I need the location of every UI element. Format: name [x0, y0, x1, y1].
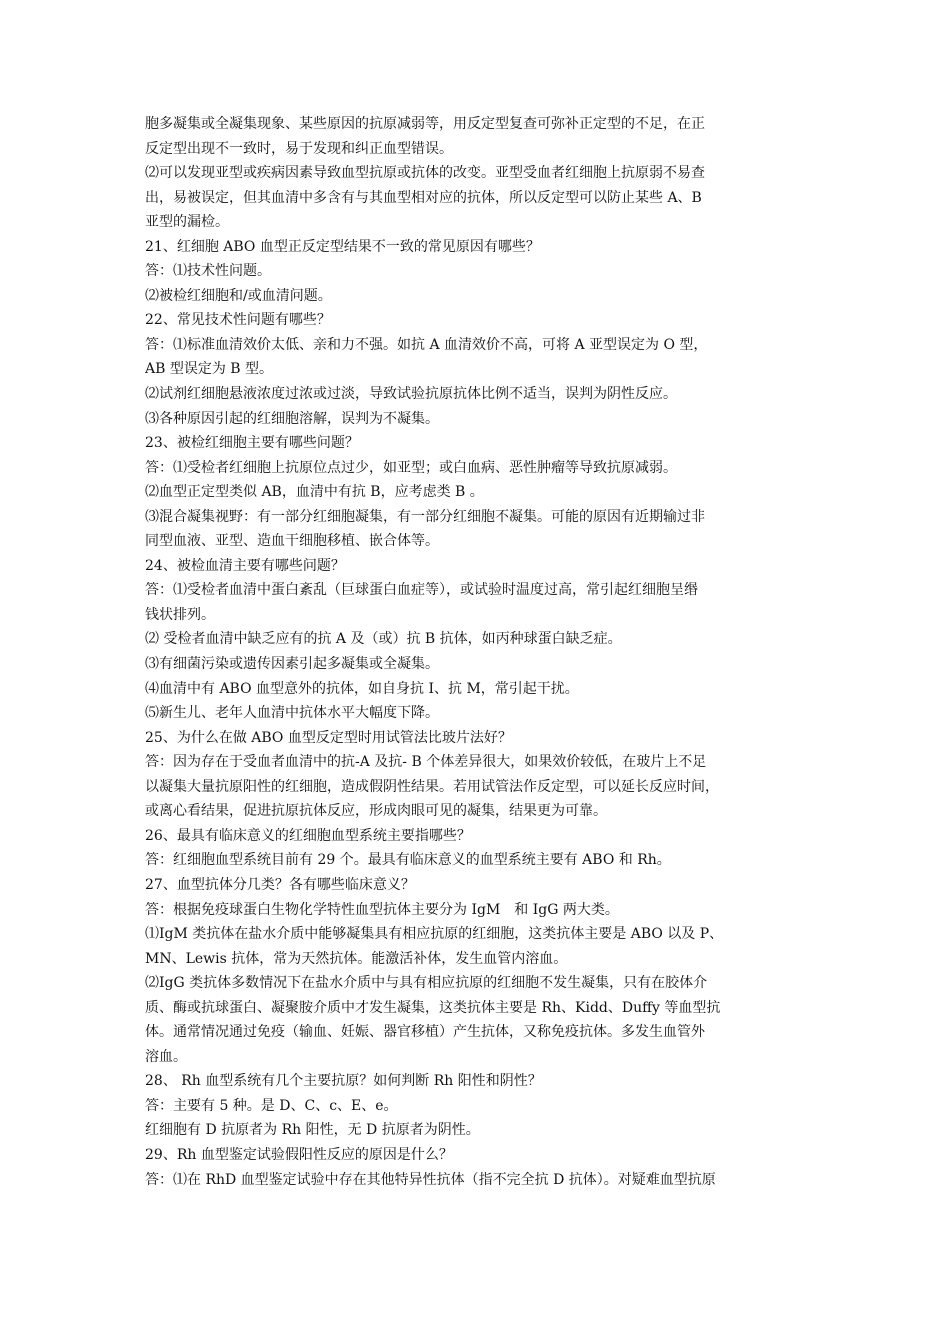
text-line: ⑵IgG 类抗体多数情况下在盐水介质中与具有相应抗原的红细胞不发生凝集，只有在胶体介 — [145, 975, 708, 992]
question-heading: 28、 Rh 血型系统有几个主要抗原？如何判断 Rh 阳性和阴性？ — [145, 1073, 542, 1090]
text-line: ⑵血型正定型类似 AB，血清中有抗 B，应考虑类 B 。 — [145, 484, 484, 501]
question-heading: 25、为什么在做 ABO 血型反定型时用试管法比玻片法好？ — [145, 729, 512, 746]
question-heading: 27、血型抗体分几类？各有哪些临床意义？ — [145, 876, 415, 893]
text-line: 以凝集大量抗原阳性的红细胞，造成假阴性结果。若用试管法作反定型，可以延长反应时间， — [145, 778, 719, 795]
text-line: 答：主要有 5 种。是 D、C、c、E、e。 — [145, 1097, 398, 1114]
text-line: MN、Lewis 抗体，常为天然抗体。能激活补体，发生血管内溶血。 — [145, 950, 568, 967]
text-line: 钱状排列。 — [145, 606, 215, 623]
text-line: ⑵试剂红细胞悬液浓度过浓或过淡，导致试验抗原抗体比例不适当，误判为阴性反应。 — [145, 386, 677, 403]
text-line: AB 型误定为 B 型。 — [145, 361, 274, 378]
text-line: 反定型出现不一致时，易于发现和纠正血型错误。 — [145, 140, 453, 157]
text-line: ⑴IgM 类抗体在盐水介质中能够凝集具有相应抗原的红细胞，这类抗体主要是 ABO 以及 P、 — [145, 926, 724, 943]
text-line: ⑶有细菌污染或遗传因素引起多凝集或全凝集。 — [145, 656, 439, 673]
question-heading: 26、最具有临床意义的红细胞血型系统主要指哪些？ — [145, 827, 471, 844]
question-heading: 23、被检红细胞主要有哪些问题？ — [145, 435, 359, 452]
text-line: 溶血。 — [145, 1048, 187, 1065]
text-line: ⑶各种原因引起的红细胞溶解，误判为不凝集。 — [145, 410, 439, 427]
question-heading: 21、红细胞 ABO 血型正反定型结果不一致的常见原因有哪些？ — [145, 238, 540, 255]
text-line: 质、酶或抗球蛋白、凝聚胺介质中才发生凝集，这类抗体主要是 Rh、Kidd、Duffy 等血型抗 — [145, 999, 721, 1016]
question-heading: 22、常见技术性问题有哪些？ — [145, 312, 331, 329]
text-line: ⑸新生儿、老年人血清中抗体水平大幅度下降。 — [145, 705, 439, 722]
text-line: 答：因为存在于受血者血清中的抗-A 及抗- B 个体差异很大，如果效价较低，在玻片上不足 — [145, 754, 707, 771]
text-line: 体。通常情况通过免疫（输血、妊娠、器官移植）产生抗体，又称免疫抗体。多发生血管外 — [145, 1024, 705, 1041]
text-line: 答：根据免疫球蛋白生物化学特性血型抗体主要分为 IgM 和 IgG 两大类。 — [145, 901, 619, 918]
question-heading: 29、Rh 血型鉴定试验假阳性反应的原因是什么？ — [145, 1146, 453, 1163]
document-body — [145, 112, 810, 1192]
text-line: 答：⑴标准血清效价太低、亲和力不强。如抗 A 血清效价不高，可将 A 亚型误定为 O 型， — [145, 336, 708, 353]
text-line: ⑵ 受检者血清中缺乏应有的抗 A 及（或）抗 B 抗体，如丙种球蛋白缺乏症。 — [145, 631, 622, 648]
text-line: 亚型的漏检。 — [145, 214, 229, 231]
text-line: 红细胞有 D 抗原者为 Rh 阳性，无 D 抗原者为阴性。 — [145, 1122, 480, 1139]
text-line: 答：⑴技术性问题。 — [145, 263, 271, 280]
text-line: ⑷血清中有 ABO 血型意外的抗体，如自身抗 I、抗 M，常引起干扰。 — [145, 680, 579, 697]
text-line: 答：⑴受检者红细胞上抗原位点过少，如亚型；或白血病、恶性肿瘤等导致抗原减弱。 — [145, 459, 677, 476]
question-heading: 24、被检血清主要有哪些问题？ — [145, 557, 345, 574]
text-line: 答：红细胞血型系统目前有 29 个。最具有临床意义的血型系统主要有 ABO 和 Rh。 — [145, 852, 671, 869]
text-line: ⑶混合凝集视野：有一部分红细胞凝集，有一部分红细胞不凝集。可能的原因有近期输过非 — [145, 508, 705, 525]
text-line: 或离心看结果，促进抗原抗体反应，形成肉眼可见的凝集，结果更为可靠。 — [145, 803, 607, 820]
text-line: 出，易被误定，但其血清中多含有与其血型相对应的抗体，所以反定型可以防止某些 A、B — [145, 189, 702, 206]
text-line: 答：⑴在 RhD 血型鉴定试验中存在其他特异性抗体（指不完全抗 D 抗体）。对疑难血型抗原 — [145, 1171, 716, 1188]
text-line: 答：⑴受检者血清中蛋白紊乱（巨球蛋白血症等），或试验时温度过高，常引起红细胞呈缗 — [145, 582, 698, 599]
text-line: ⑵可以发现亚型或疾病因素导致血型抗原或抗体的改变。亚型受血者红细胞上抗原弱不易查 — [145, 165, 705, 182]
text-line: ⑵被检红细胞和/或血清问题。 — [145, 287, 332, 304]
text-line: 胞多凝集或全凝集现象、某些原因的抗原减弱等，用反定型复查可弥补正定型的不足，在正 — [145, 116, 705, 132]
text-line: 同型血液、亚型、造血干细胞移植、嵌合体等。 — [145, 533, 439, 550]
